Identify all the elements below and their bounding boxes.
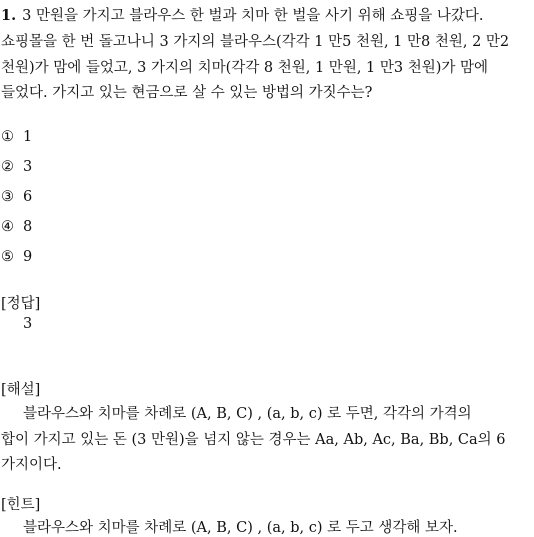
explanation-label: [해설] — [1, 382, 41, 398]
answer-value: 3 — [23, 316, 33, 332]
choice-1[interactable] — [1, 129, 32, 145]
question-line-2: 쇼핑몰을 한 번 돌고나니 3 가지의 블라우스(각각 1 만5 천원, 1 만8 천원, 2 만2 — [1, 34, 510, 50]
choice-value: 6 — [23, 189, 33, 205]
choice-marker: ③ — [1, 189, 14, 205]
choice-value: 8 — [23, 219, 33, 235]
answer-label: [정답] — [1, 296, 41, 312]
question-line-4: 들었다. 가지고 있는 현금으로 살 수 있는 방법의 가짓수는? — [1, 85, 373, 101]
choice-marker: ④ — [1, 219, 14, 235]
explanation-line-1: 블라우스와 치마를 차례로 (A, B, C) , (a, b, c) 로 두면, 각각의 가격의 — [23, 406, 472, 422]
choice-2[interactable] — [1, 159, 32, 175]
choice-value: 3 — [23, 159, 33, 175]
choice-value: 9 — [23, 249, 33, 265]
explanation-line-2: 합이 가지고 있는 돈 (3 만원)을 넘지 않는 경우는 Aa, Ab, Ac, Ba, Bb, Ca의 6 — [1, 432, 506, 448]
choice-3[interactable] — [1, 189, 32, 205]
choice-marker: ⑤ — [1, 249, 14, 265]
choice-4[interactable] — [1, 219, 32, 235]
question-number: 1. — [1, 7, 17, 24]
hint-text: 블라우스와 치마를 차례로 (A, B, C) , (a, b, c) 로 두고 생각해 보자. — [23, 520, 458, 536]
explanation-line-3: 가지이다. — [1, 457, 62, 473]
question-line-3: 천원)가 맘에 들었고, 3 가지의 치마(각각 8 천원, 1 만원, 1 만3 천원)가 맘에 — [1, 60, 489, 76]
question-line-1 — [1, 4, 483, 25]
choice-5[interactable] — [1, 249, 32, 265]
hint-label: [힌트] — [1, 497, 41, 513]
question-text-line: 3 만원을 가지고 블라우스 한 벌과 치마 한 벌을 사기 위해 쇼핑을 나갔다. — [22, 8, 484, 24]
choice-value: 1 — [23, 129, 33, 145]
choice-marker: ② — [1, 159, 14, 175]
choice-marker: ① — [1, 129, 14, 145]
